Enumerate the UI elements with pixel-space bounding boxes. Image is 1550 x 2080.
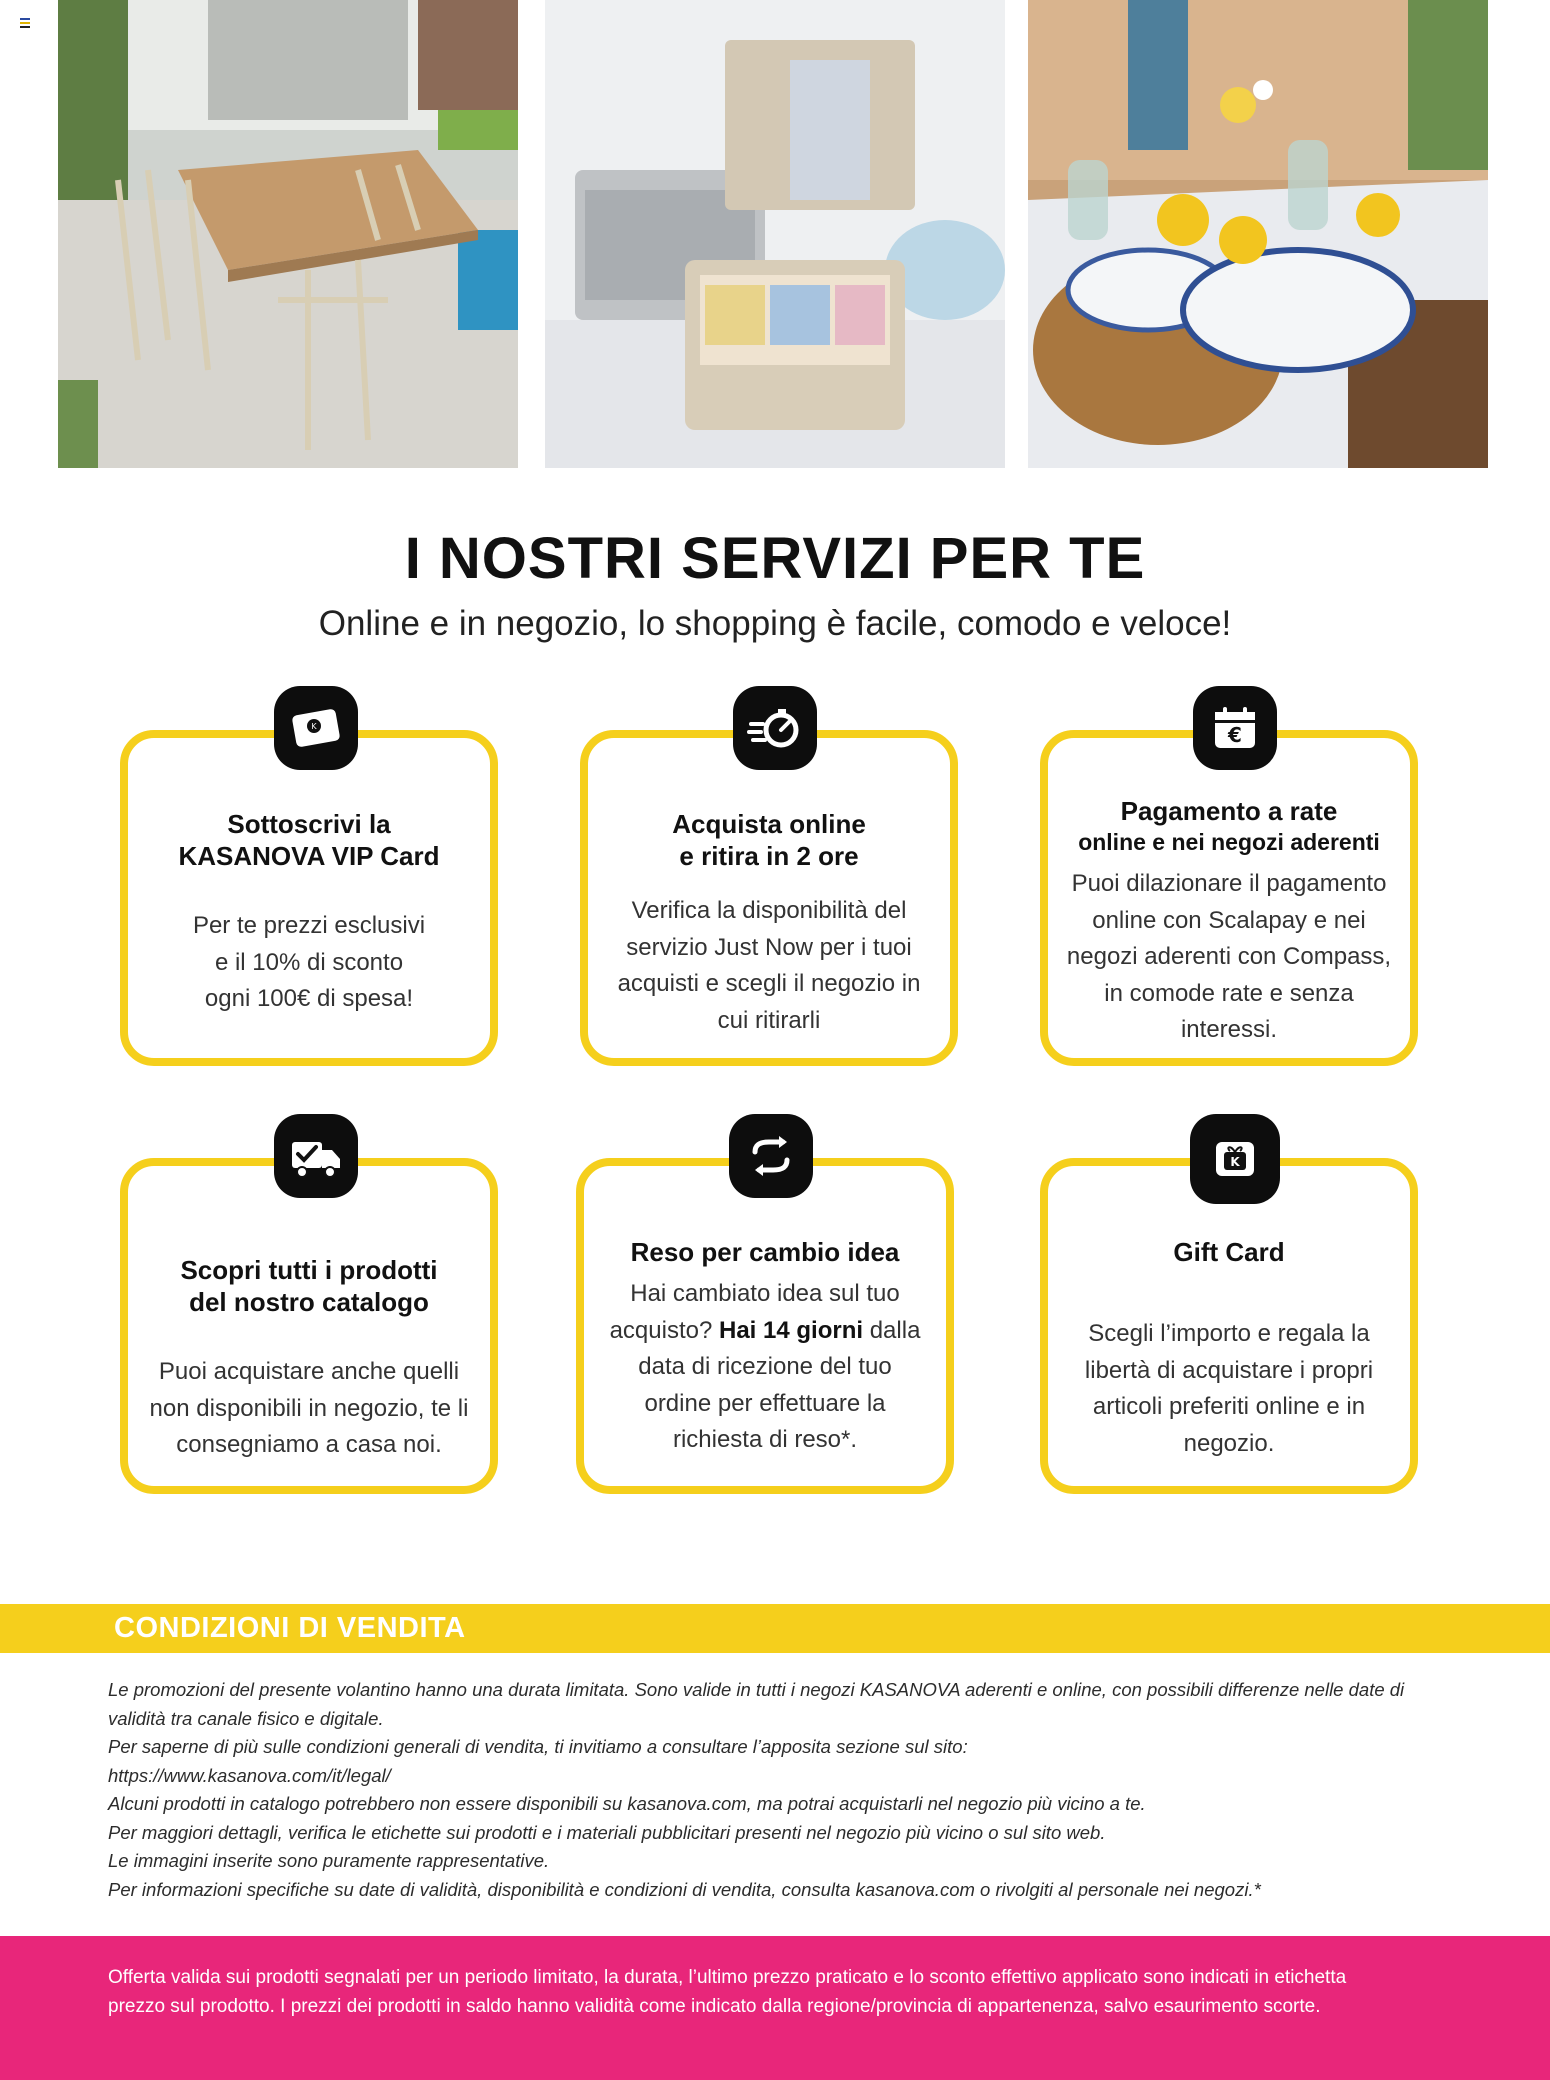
card-title: Scopri tutti i prodotti del nostro catalogo xyxy=(180,1255,438,1317)
service-card-vip[interactable] xyxy=(120,730,498,1066)
service-card-installments[interactable] xyxy=(1040,730,1418,1066)
conditions-line: Per maggiori dettagli, verifica le etichette sui prodotti e i materiali pubblicitari presenti nel negozio più vicino o sul sito web. xyxy=(108,1821,1106,1843)
card-text: Puoi acquistare anche quelli non disponibili in negozio, te li consegniamo a casa noi. xyxy=(149,1358,469,1458)
calendar-euro-icon xyxy=(1193,686,1277,770)
conditions-title: CONDIZIONI DI VENDITA xyxy=(114,1612,466,1644)
vip-card-icon xyxy=(274,686,358,770)
card-title: Acquista online e ritira in 2 ore xyxy=(672,809,866,871)
photo-garden-table xyxy=(58,0,518,468)
conditions-line: Per informazioni specifiche su date di validità, disponibilità e condizioni di vendita, consulta kasanova.com o rivolgiti al personale nei negozi.* xyxy=(108,1878,1261,1900)
conditions-line: Le promozioni del presente volantino hanno una durata limitata. Sono valide in tutti i negozi KASANOVA aderenti e online, con possibili differenze nelle date di validità tra canale fisico e digitale. xyxy=(108,1679,1405,1729)
service-card-pickup[interactable] xyxy=(580,730,958,1066)
conditions-line: Per saperne di più sulle condizioni generali di vendita, ti invitiamo a consultare l’apposita sezione sul sito: xyxy=(108,1736,968,1757)
offer-footer xyxy=(0,1936,1550,2080)
delivery-truck-icon xyxy=(274,1114,358,1198)
service-card-giftcard[interactable] xyxy=(1040,1158,1418,1494)
fast-pickup-icon xyxy=(733,686,817,770)
card-text: Scegli l’importo e regala la libertà di acquistare i propri articoli preferiti online e in negozio. xyxy=(1084,1320,1374,1457)
hamburger-icon[interactable] xyxy=(20,18,30,26)
legal-link[interactable]: https://www.kasanova.com/it/legal/ xyxy=(108,1764,391,1786)
card-title: Reso per cambio idea xyxy=(630,1237,900,1267)
svg-text:K: K xyxy=(1230,1155,1240,1169)
card-text: Verifica la disponibilità del servizio Just Now per i tuoi acquisti e scegli il negozio in cui ritirarli xyxy=(617,897,921,1034)
conditions-bar xyxy=(0,1604,1550,1653)
card-title: Sottoscrivi la KASANOVA VIP Card xyxy=(178,809,440,871)
photo-storage-boxes xyxy=(545,0,1005,468)
card-title: Pagamento a rate xyxy=(1120,796,1338,826)
conditions-line: Le immagini inserite sono puramente rappresentative. xyxy=(108,1850,550,1871)
conditions-line: Alcuni prodotti in catalogo potrebbero non essere disponibili su kasanova.com, ma potrai acquistarli nel negozio più vicino a te. xyxy=(108,1793,1146,1814)
service-card-returns[interactable] xyxy=(576,1158,954,1494)
offer-footer-text: Offerta valida sui prodotti segnalati per un periodo limitato, la durata, l’ultimo prezzo praticato e lo sconto effettivo applicato sono indicati in etichetta prezzo sul prodotto. I prezzi dei prodotti in saldo hanno validità come indicato dalla regione/provincia di appartenenza, salvo esaurimento scorte. xyxy=(108,1967,1347,2017)
svg-text:€: € xyxy=(1228,723,1242,747)
returns-text-after: dalla data di ricezione del tuo ordine per effettuare la richiesta di reso*. xyxy=(638,1316,921,1453)
photo-table-setting xyxy=(1028,0,1488,468)
gift-card-icon xyxy=(1190,1114,1280,1204)
card-text: Puoi dilazionare il pagamento online con Scalapay e nei negozi aderenti con Compass, in comode rate e senza interessi. xyxy=(1066,870,1392,1043)
service-card-catalog[interactable] xyxy=(120,1158,498,1494)
card-text: Per te prezzi esclusivi e il 10% di sconto ogni 100€ di spesa! xyxy=(192,912,426,1012)
services-title: I NOSTRI SERVIZI PER TE xyxy=(404,526,1146,591)
returns-text-before: Hai cambiato idea sul tuo acquisto? xyxy=(609,1280,900,1344)
return-arrows-icon xyxy=(729,1114,813,1198)
returns-text-bold: Hai 14 giorni xyxy=(718,1316,864,1344)
services-subtitle: Online e in negozio, lo shopping è facile, comodo e veloce! xyxy=(318,604,1232,643)
svg-text:K: K xyxy=(311,722,317,731)
card-title: Gift Card xyxy=(1173,1237,1285,1267)
card-text-returns xyxy=(602,1276,928,1459)
conditions-text xyxy=(108,1676,1448,1904)
card-title-sub: online e nei negozi aderenti xyxy=(1078,829,1380,855)
